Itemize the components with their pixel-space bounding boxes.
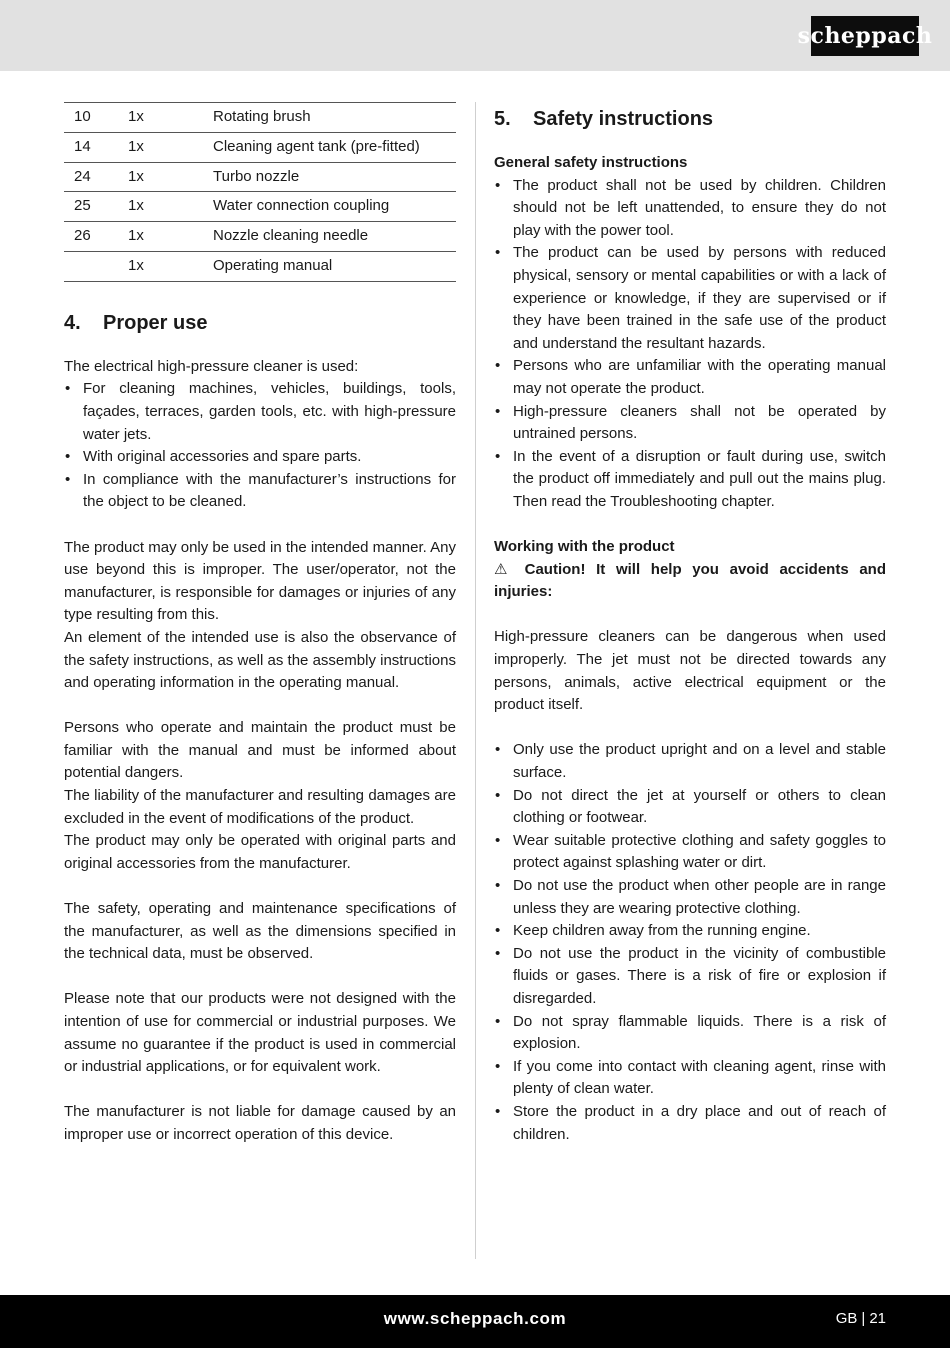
paragraph: The safety, operating and maintenance specifications of the manufacturer, as well as the dimensions specified in the technical data, must be observed. <box>64 900 456 963</box>
paragraph: The manufacturer is not liable for damage caused by an improper use or incorrect operation of this device. <box>64 1103 456 1143</box>
list-item: • Do not use the product in the vicinity of combustible fluids or gases. There is a risk of fire or explosion if disregarded. <box>494 943 886 1011</box>
website-url: www.scheppach.com <box>383 1309 567 1328</box>
page-indicator <box>836 1310 886 1327</box>
part-number: 14 <box>64 132 128 162</box>
part-number: 10 <box>64 103 128 133</box>
page-separator: | <box>861 1310 866 1327</box>
part-description: Water connection coupling <box>213 192 456 222</box>
list-item: • If you come into contact with cleaning agent, rinse with plenty of clean water. <box>494 1056 886 1101</box>
section-number: 5. <box>494 108 511 130</box>
section-heading-proper-use <box>64 310 456 336</box>
proper-use-intro: The electrical high-pressure cleaner is used: <box>64 357 359 375</box>
paragraph: The liability of the manufacturer and resulting damages are excluded in the event of modifications of the product. <box>64 787 456 827</box>
left-column <box>64 102 456 1147</box>
list-item: • Store the product in a dry place and out of reach of children. <box>494 1101 886 1146</box>
scheppach-logo: scheppach <box>811 16 919 56</box>
column-divider <box>475 102 476 1259</box>
table-row <box>64 192 456 222</box>
part-quantity: 1x <box>128 132 213 162</box>
part-quantity: 1x <box>128 192 213 222</box>
working-heading: Working with the product <box>494 538 675 556</box>
table-row <box>64 103 456 133</box>
parts-table <box>64 102 456 282</box>
table-row <box>64 222 456 252</box>
section-heading-safety <box>494 106 886 132</box>
list-item: • The product shall not be used by children. Children should not be left unattended, to ensure they do not play with the power tool. <box>494 175 886 243</box>
table-row <box>64 162 456 192</box>
list-item: • Wear suitable protective clothing and safety goggles to protect against splashing water or dirt. <box>494 830 886 875</box>
footer-bar <box>0 1295 950 1348</box>
list-item: • The product can be used by persons with reduced physical, sensory or mental capabilities or with a lack of experience or knowledge, if they are supervised or if they have been trained in the safe use of the product and understand the resultant hazards. <box>494 242 886 355</box>
paragraph: An element of the intended use is also the observance of the safety instructions, as well as the assembly instructions and operating information in the operating manual. <box>64 628 456 692</box>
table-row <box>64 251 456 281</box>
part-number: 24 <box>64 162 128 192</box>
part-description: Turbo nozzle <box>213 162 456 192</box>
working-safety-list <box>494 739 886 1146</box>
part-number: 25 <box>64 192 128 222</box>
page-number: 21 <box>869 1310 886 1327</box>
paragraph: High-pressure cleaners can be dangerous when used improperly. The jet must not be directed towards any persons, animals, active electrical equipment or the product itself. <box>494 628 886 714</box>
language-code: GB <box>835 1310 858 1327</box>
list-item: • In compliance with the manufacturer’s instructions for the object to be cleaned. <box>64 469 456 514</box>
part-description: Rotating brush <box>213 103 456 133</box>
list-item: • With original accessories and spare parts. <box>64 446 456 469</box>
list-item: • Persons who are unfamiliar with the operating manual may not operate the product. <box>494 355 886 400</box>
paragraph: Please note that our products were not designed with the intention of use for commercial or industrial purposes. We assume no guarantee if the product is used in commercial or industrial applications, or for equivalent work. <box>64 990 456 1076</box>
section-number: 4. <box>64 311 81 334</box>
part-quantity: 1x <box>128 103 213 133</box>
list-item: • Do not spray flammable liquids. There is a risk of explosion. <box>494 1011 886 1056</box>
paragraph: Persons who operate and maintain the product must be familiar with the manual and must be informed about potential dangers. <box>64 719 456 782</box>
caution-note <box>494 559 886 604</box>
paragraph: The product may only be operated with original parts and original accessories from the manufacturer. <box>64 832 456 872</box>
part-number <box>64 251 128 281</box>
list-item: • For cleaning machines, vehicles, buildings, tools, façades, terraces, garden tools, etc. with high-pressure water jets. <box>64 378 456 446</box>
part-quantity: 1x <box>128 222 213 252</box>
part-description: Operating manual <box>213 251 456 281</box>
part-quantity: 1x <box>128 251 213 281</box>
proper-use-list <box>64 378 456 514</box>
list-item: • In the event of a disruption or fault during use, switch the product off immediately and pull out the mains plug. Then read the Troubleshooting chapter. <box>494 446 886 514</box>
general-safety-heading: General safety instructions <box>494 154 688 171</box>
right-column <box>494 102 886 1146</box>
list-item: • High-pressure cleaners shall not be operated by untrained persons. <box>494 401 886 446</box>
part-description: Nozzle cleaning needle <box>213 222 456 252</box>
list-item: • Keep children away from the running engine. <box>494 920 886 943</box>
part-description: Cleaning agent tank (pre-fitted) <box>213 132 456 162</box>
table-row <box>64 132 456 162</box>
warning-triangle-icon: ⚠ <box>494 560 514 578</box>
caution-text: Caution! It will help you avoid accidents and injuries: <box>494 560 886 601</box>
paragraph: The product may only be used in the intended manner. Any use beyond this is improper. The user/operator, not the manufacturer, is responsible for damages or injuries of any type resulting from this. <box>64 538 456 624</box>
list-item: • Only use the product upright and on a level and stable surface. <box>494 739 886 784</box>
general-safety-list <box>494 175 886 514</box>
section-title: Safety instructions <box>533 108 714 130</box>
section-title: Proper use <box>103 311 208 334</box>
part-number: 26 <box>64 222 128 252</box>
list-item: • Do not use the product when other people are in range unless they are wearing protective clothing. <box>494 875 886 920</box>
list-item: • Do not direct the jet at yourself or others to clean clothing or footwear. <box>494 785 886 830</box>
part-quantity: 1x <box>128 162 213 192</box>
